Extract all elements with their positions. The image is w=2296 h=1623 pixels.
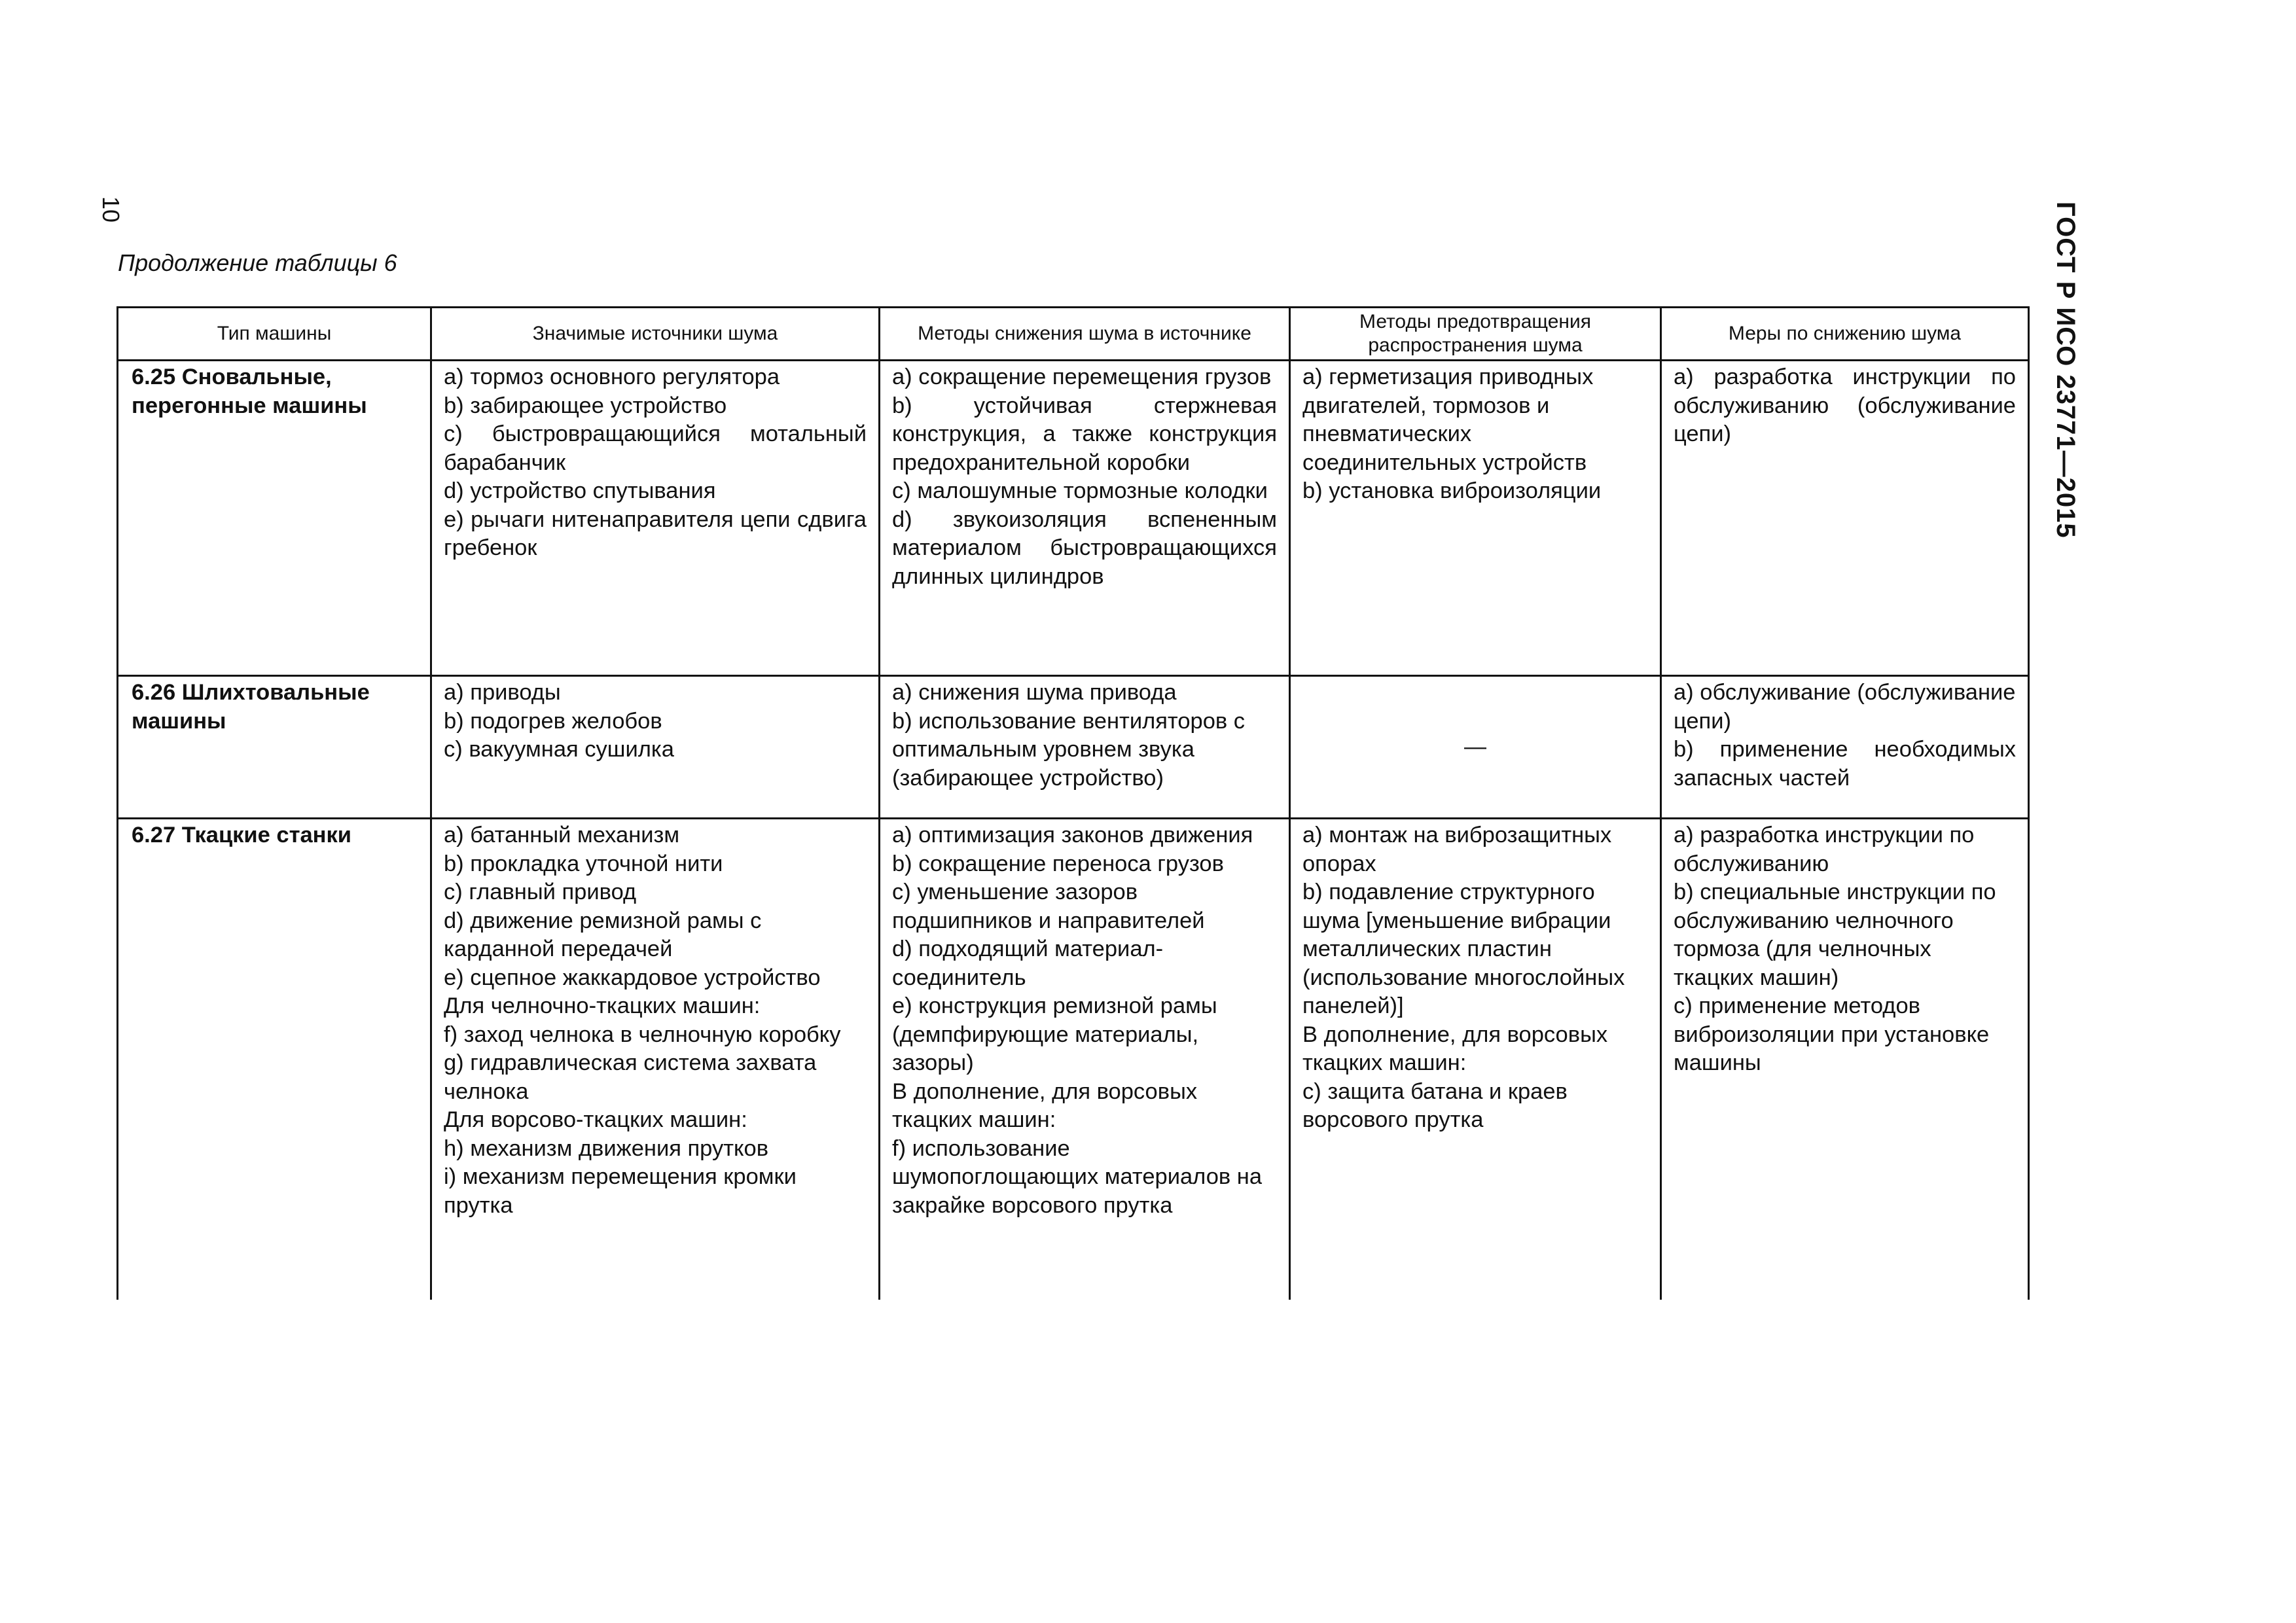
list-item: a) тормоз основного регулятора bbox=[444, 365, 780, 389]
table-header-row bbox=[118, 308, 2029, 361]
empty-dash: — bbox=[1464, 734, 1486, 759]
list-item: В дополнение, для ворсовых ткацких машин: bbox=[892, 1079, 1198, 1132]
list-item: b) специальные инструкции по обслуживанию челночного тормоза (для челночных ткацких машин) bbox=[1674, 880, 1996, 990]
list-item: c) малошумные тормозные колодки bbox=[892, 478, 1268, 503]
document-code: ГОСТ Р ИСО 23771—2015 bbox=[2051, 202, 2080, 539]
list-item: b) подавление структурного шума [уменьшение вибрации металлических пластин (использование многослойных панелей)] bbox=[1302, 880, 1625, 1018]
list-item: f) использование шумопоглощающих материалов на закрайке ворсового прутка bbox=[892, 1135, 1263, 1218]
list-item: a) батанный механизм bbox=[444, 823, 680, 847]
table-row bbox=[118, 819, 2029, 1300]
list-item: c) быстровращающийся мотальный барабанчик bbox=[444, 421, 867, 475]
list-item: В дополнение, для ворсовых ткацких машин: bbox=[1302, 1022, 1608, 1075]
list-item: d) звукоизоляция вспененным материалом быстровращающихся длинных цилиндров bbox=[892, 507, 1277, 589]
machine-type-cell bbox=[118, 361, 431, 676]
list-item: e) рычаги нитенаправителя цепи сдвига гребенок bbox=[444, 507, 867, 560]
list-item: Для челночно-ткацких машин: bbox=[444, 993, 761, 1018]
list-item: h) механизм движения прутков bbox=[444, 1135, 769, 1161]
list-item: c) уменьшение зазоров подшипников и направителей bbox=[892, 880, 1205, 933]
list-item: b) использование вентиляторов с оптимальным уровнем звука (забирающее устройство) bbox=[892, 708, 1246, 791]
list-item: b) сокращение переноса грузов bbox=[892, 851, 1224, 876]
header-machine-type: Тип машины bbox=[118, 308, 431, 361]
list-item: d) движение ремизной рамы с карданной передачей bbox=[444, 908, 762, 961]
list-item: b) подогрев желобов bbox=[444, 708, 662, 734]
header-noise-sources: Значимые источники шума bbox=[431, 308, 880, 361]
list-item: a) разработка инструкции по обслуживанию bbox=[1674, 823, 1975, 876]
noise-table bbox=[117, 306, 2030, 1300]
machine-type-cell bbox=[118, 676, 431, 819]
list-item: a) разработка инструкции по обслуживанию (обслуживание цепи) bbox=[1674, 365, 2016, 446]
list-item: a) снижения шума привода bbox=[892, 680, 1177, 705]
reduction-measures-cell bbox=[1661, 361, 2029, 676]
source-methods-cell bbox=[880, 819, 1290, 1300]
propagation-methods-cell bbox=[1290, 819, 1661, 1300]
list-item: f) заход челнока в челночную коробку bbox=[444, 1022, 841, 1047]
list-item: Для ворсово-ткацких машин: bbox=[444, 1107, 747, 1132]
list-item: d) устройство спутывания bbox=[444, 478, 716, 503]
machine-type-cell bbox=[118, 819, 431, 1300]
source-methods-cell bbox=[880, 361, 1290, 676]
list-item: a) обслуживание (обслуживание цепи) bbox=[1674, 680, 2016, 734]
source-methods-cell bbox=[880, 676, 1290, 819]
list-item: b) прокладка уточной нити bbox=[444, 851, 723, 876]
machine-type: 6.25 Сновальные, перегонные машины bbox=[132, 365, 367, 418]
list-item: a) сокращение перемещения грузов bbox=[892, 365, 1272, 389]
machine-type: 6.27 Ткацкие станки bbox=[132, 823, 351, 847]
reduction-measures-cell bbox=[1661, 819, 2029, 1300]
list-item: b) применение необходимых запасных частей bbox=[1674, 737, 2016, 791]
list-item: c) защита батана и краев ворсового прутка bbox=[1302, 1079, 1568, 1132]
noise-sources-cell bbox=[431, 361, 880, 676]
propagation-methods-cell bbox=[1290, 361, 1661, 676]
list-item: a) приводы bbox=[444, 680, 561, 705]
list-item: c) главный привод bbox=[444, 880, 637, 904]
table-caption: Продолжение таблицы 6 bbox=[118, 249, 397, 276]
list-item: c) вакуумная сушилка bbox=[444, 737, 674, 762]
list-item: i) механизм перемещения кромки прутка bbox=[444, 1164, 797, 1218]
list-item: c) применение методов виброизоляции при установке машины bbox=[1674, 993, 1990, 1075]
header-propagation-methods: Методы предотвращения распространения шума bbox=[1290, 308, 1661, 361]
reduction-measures-cell bbox=[1661, 676, 2029, 819]
machine-type: 6.26 Шлихтовальные машины bbox=[132, 680, 370, 734]
table-row bbox=[118, 361, 2029, 676]
list-item: e) конструкция ремизной рамы (демпфирующие материалы, зазоры) bbox=[892, 993, 1217, 1075]
propagation-methods-cell bbox=[1290, 676, 1661, 819]
list-item: g) гидравлическая система захвата челнока bbox=[444, 1050, 817, 1104]
list-item: b) забирающее устройство bbox=[444, 393, 727, 418]
list-item: a) оптимизация законов движения bbox=[892, 823, 1253, 847]
list-item: b) устойчивая стержневая конструкция, а также конструкция предохранительной коробки bbox=[892, 393, 1277, 475]
noise-sources-cell bbox=[431, 819, 880, 1300]
list-item: e) сцепное жаккардовое устройство bbox=[444, 965, 821, 990]
list-item: a) монтаж на виброзащитных опорах bbox=[1302, 823, 1612, 876]
list-item: a) герметизация приводных двигателей, тормозов и пневматических соединительных устройств bbox=[1302, 365, 1594, 475]
header-source-methods: Методы снижения шума в источнике bbox=[880, 308, 1290, 361]
header-reduction-measures: Меры по снижению шума bbox=[1661, 308, 2029, 361]
list-item: d) подходящий материал-соединитель bbox=[892, 936, 1164, 990]
noise-sources-cell bbox=[431, 676, 880, 819]
list-item: b) установка виброизоляции bbox=[1302, 478, 1602, 503]
table-row bbox=[118, 676, 2029, 819]
page-number: 10 bbox=[98, 196, 124, 223]
